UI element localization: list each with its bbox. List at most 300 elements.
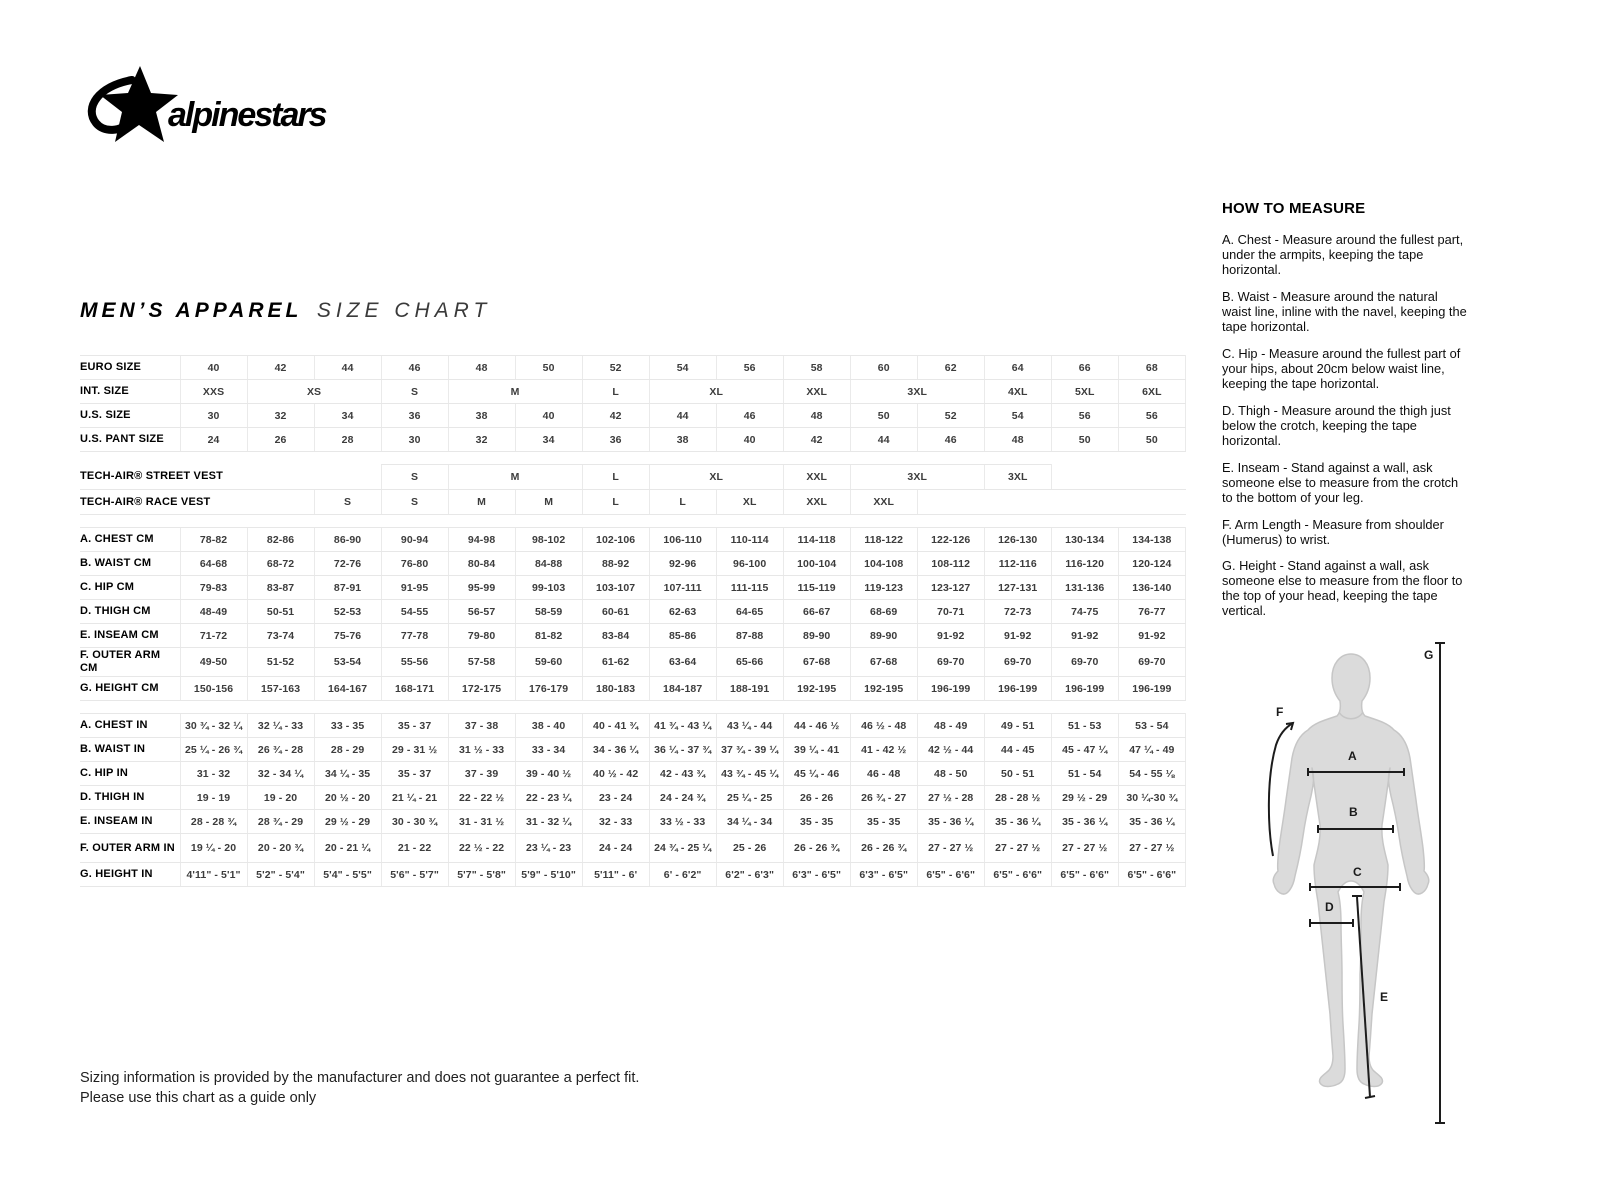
value-cell: 26 ¾ - 28	[247, 738, 314, 762]
value-cell: 21 ¼ - 21	[381, 786, 448, 810]
value-cell: 40	[515, 404, 582, 428]
value-cell: 30 ¼-30 ¾	[1118, 786, 1185, 810]
measurement-diagram	[1230, 620, 1560, 1125]
value-cell: 36	[381, 404, 448, 428]
value-cell: 136-140	[1118, 576, 1185, 600]
value-cell: XXL	[783, 490, 850, 515]
value-cell: 54	[649, 356, 716, 380]
section-spacer	[80, 452, 1186, 465]
value-cell: 65-66	[716, 648, 783, 677]
row-label: G. HEIGHT IN	[80, 863, 180, 887]
value-cell: 36 ¼ - 37 ¾	[649, 738, 716, 762]
value-cell: 35 - 36 ¼	[984, 810, 1051, 834]
value-cell: 34	[515, 428, 582, 452]
value-cell: 60	[850, 356, 917, 380]
value-cell: 50-51	[247, 600, 314, 624]
table-row	[80, 465, 1186, 490]
value-cell: 192-195	[850, 677, 917, 701]
disclaimer-line1: Sizing information is provided by the manufacturer and does not guarantee a perfect fit.	[80, 1070, 640, 1086]
value-cell: 39 ¼ - 41	[783, 738, 850, 762]
value-cell: 6'3" - 6'5"	[783, 863, 850, 887]
value-cell: 40 ½ - 42	[582, 762, 649, 786]
value-cell: 46	[917, 428, 984, 452]
value-cell: 73-74	[247, 624, 314, 648]
value-cell: 40	[180, 356, 247, 380]
value-cell: 77-78	[381, 624, 448, 648]
value-cell: 51 - 53	[1051, 714, 1118, 738]
value-cell: 27 - 27 ½	[984, 834, 1051, 863]
value-cell: 37 - 38	[448, 714, 515, 738]
value-cell: S	[381, 465, 448, 490]
value-cell: 68-72	[247, 552, 314, 576]
value-cell: 19 - 20	[247, 786, 314, 810]
value-cell: 90-94	[381, 528, 448, 552]
alpinestars-logo	[78, 60, 378, 156]
value-cell: 114-118	[783, 528, 850, 552]
value-cell: S	[314, 490, 381, 515]
value-cell: 23 - 24	[582, 786, 649, 810]
value-cell: 29 - 31 ½	[381, 738, 448, 762]
value-cell: 43 ¼ - 44	[716, 714, 783, 738]
empty-cell	[917, 490, 1185, 515]
value-cell: 6'5" - 6'6"	[1051, 863, 1118, 887]
value-cell: 102-106	[582, 528, 649, 552]
value-cell: 5XL	[1051, 380, 1118, 404]
size-table-wrap	[80, 355, 1186, 887]
value-cell: L	[649, 490, 716, 515]
value-cell: 96-100	[716, 552, 783, 576]
value-cell: 5'7" - 5'8"	[448, 863, 515, 887]
row-label: TECH-AIR® STREET VEST	[80, 465, 180, 490]
value-cell: 22 ½ - 22	[448, 834, 515, 863]
value-cell: 48 - 49	[917, 714, 984, 738]
value-cell: 58	[783, 356, 850, 380]
value-cell: 28 - 28 ¾	[180, 810, 247, 834]
value-cell: 66-67	[783, 600, 850, 624]
value-cell: 50	[515, 356, 582, 380]
value-cell: 62	[917, 356, 984, 380]
value-cell: 127-131	[984, 576, 1051, 600]
value-cell: XL	[649, 380, 783, 404]
value-cell: 37 ¾ - 39 ¼	[716, 738, 783, 762]
table-row	[80, 490, 1186, 515]
label-g: G	[1424, 648, 1434, 662]
value-cell: 89-90	[783, 624, 850, 648]
value-cell: 42	[247, 356, 314, 380]
value-cell: 44	[850, 428, 917, 452]
value-cell: 24 - 24 ¾	[649, 786, 716, 810]
value-cell: 92-96	[649, 552, 716, 576]
value-cell: 34	[314, 404, 381, 428]
value-cell: 115-119	[783, 576, 850, 600]
logo-wordmark: alpinestars	[168, 96, 326, 134]
row-label: B. WAIST CM	[80, 552, 180, 576]
row-label: D. THIGH IN	[80, 786, 180, 810]
value-cell: 51 - 54	[1051, 762, 1118, 786]
value-cell: 44	[314, 356, 381, 380]
value-cell: 26	[247, 428, 314, 452]
value-cell: 32	[448, 428, 515, 452]
value-cell: 38 - 40	[515, 714, 582, 738]
value-cell: 24 ¾ - 25 ¼	[649, 834, 716, 863]
value-cell: 3XL	[850, 465, 984, 490]
value-cell: 34 ¼ - 35	[314, 762, 381, 786]
value-cell: 34 ¼ - 34	[716, 810, 783, 834]
table-row	[80, 356, 1186, 380]
value-cell: 196-199	[1118, 677, 1185, 701]
value-cell: L	[582, 490, 649, 515]
value-cell: 89-90	[850, 624, 917, 648]
value-cell: 35 - 36 ¼	[917, 810, 984, 834]
table-row	[80, 528, 1186, 552]
value-cell: S	[381, 380, 448, 404]
value-cell: 64-68	[180, 552, 247, 576]
value-cell: 91-92	[1051, 624, 1118, 648]
value-cell: 184-187	[649, 677, 716, 701]
value-cell: 53-54	[314, 648, 381, 677]
value-cell: 56-57	[448, 600, 515, 624]
value-cell: 119-123	[850, 576, 917, 600]
value-cell: 116-120	[1051, 552, 1118, 576]
value-cell: 35 - 36 ¼	[1051, 810, 1118, 834]
value-cell: 69-70	[984, 648, 1051, 677]
value-cell: 66	[1051, 356, 1118, 380]
value-cell: M	[448, 490, 515, 515]
value-cell: 99-103	[515, 576, 582, 600]
value-cell: 103-107	[582, 576, 649, 600]
value-cell: XXL	[783, 380, 850, 404]
value-cell: XXL	[850, 490, 917, 515]
value-cell: 56	[1051, 404, 1118, 428]
value-cell: 46	[381, 356, 448, 380]
value-cell: 3XL	[850, 380, 984, 404]
disclaimer-line2: Please use this chart as a guide only	[80, 1090, 317, 1106]
value-cell: 106-110	[649, 528, 716, 552]
value-cell: 69-70	[1118, 648, 1185, 677]
value-cell: 176-179	[515, 677, 582, 701]
value-cell: 72-73	[984, 600, 1051, 624]
how-to-measure-items	[1222, 233, 1470, 619]
value-cell: 118-122	[850, 528, 917, 552]
value-cell: XS	[247, 380, 381, 404]
value-cell: 26 - 26 ¾	[783, 834, 850, 863]
value-cell: 48	[448, 356, 515, 380]
measure-instruction: C. Hip - Measure around the fullest part of your hips, about 20cm below waist line, keeping the tape horizontal.	[1222, 345, 1461, 391]
value-cell: M	[515, 490, 582, 515]
value-cell: 22 - 22 ½	[448, 786, 515, 810]
value-cell: 57-58	[448, 648, 515, 677]
value-cell: 27 - 27 ½	[917, 834, 984, 863]
value-cell: 26 - 26	[783, 786, 850, 810]
value-cell: 64	[984, 356, 1051, 380]
table-row	[80, 786, 1186, 810]
value-cell: 6'3" - 6'5"	[850, 863, 917, 887]
row-label: C. HIP CM	[80, 576, 180, 600]
value-cell: 5'2" - 5'4"	[247, 863, 314, 887]
row-label: A. CHEST IN	[80, 714, 180, 738]
table-row	[80, 714, 1186, 738]
table-row	[80, 552, 1186, 576]
value-cell: L	[582, 465, 649, 490]
value-cell: 44 - 45	[984, 738, 1051, 762]
value-cell: 48	[783, 404, 850, 428]
table-row	[80, 380, 1186, 404]
value-cell: M	[448, 380, 582, 404]
measure-instruction: D. Thigh - Measure around the thigh just below the crotch, keeping the tape horizontal.	[1222, 402, 1451, 448]
table-row	[80, 648, 1186, 677]
row-label: EURO SIZE	[80, 356, 180, 380]
value-cell: 95-99	[448, 576, 515, 600]
value-cell: 24 - 24	[582, 834, 649, 863]
value-cell: 6XL	[1118, 380, 1185, 404]
value-cell: 35 - 35	[850, 810, 917, 834]
page-title-main: MEN’S APPAREL	[80, 299, 303, 322]
value-cell: 50	[1051, 428, 1118, 452]
value-cell: 56	[1118, 404, 1185, 428]
measure-instruction: G. Height - Stand against a wall, ask someone else to measure from the floor to the top of your head, keeping the tape vertical.	[1222, 558, 1463, 619]
value-cell: 79-80	[448, 624, 515, 648]
value-cell: 192-195	[783, 677, 850, 701]
value-cell: 62-63	[649, 600, 716, 624]
value-cell: L	[582, 380, 649, 404]
value-cell: 54 - 55 ⅛	[1118, 762, 1185, 786]
value-cell: 40	[716, 428, 783, 452]
value-cell: 38	[448, 404, 515, 428]
value-cell: 32	[247, 404, 314, 428]
label-c: C	[1353, 865, 1362, 879]
value-cell: 27 ½ - 28	[917, 786, 984, 810]
value-cell: 31 - 32 ¼	[515, 810, 582, 834]
value-cell: 32 - 33	[582, 810, 649, 834]
how-to-measure-heading: HOW TO MEASURE	[1222, 200, 1366, 217]
measure-instruction: A. Chest - Measure around the fullest part, under the armpits, keeping the tape horizontal.	[1222, 232, 1464, 277]
table-row	[80, 810, 1186, 834]
value-cell: 4XL	[984, 380, 1051, 404]
value-cell: 123-127	[917, 576, 984, 600]
label-e: E	[1380, 990, 1389, 1004]
value-cell: 6' - 6'2"	[649, 863, 716, 887]
size-table	[80, 355, 1186, 887]
value-cell: 168-171	[381, 677, 448, 701]
value-cell: 71-72	[180, 624, 247, 648]
label-d: D	[1325, 900, 1334, 914]
value-cell: 33 - 35	[314, 714, 381, 738]
value-cell: 35 - 37	[381, 714, 448, 738]
value-cell: 31 - 31 ½	[448, 810, 515, 834]
value-cell: 126-130	[984, 528, 1051, 552]
value-cell: 54-55	[381, 600, 448, 624]
table-row	[80, 404, 1186, 428]
value-cell: 110-114	[716, 528, 783, 552]
value-cell: 21 - 22	[381, 834, 448, 863]
value-cell: 3XL	[984, 465, 1051, 490]
value-cell: 52-53	[314, 600, 381, 624]
value-cell: 64-65	[716, 600, 783, 624]
row-label: INT. SIZE	[80, 380, 180, 404]
row-label: F. OUTER ARM CM	[80, 648, 180, 677]
value-cell: 50 - 51	[984, 762, 1051, 786]
value-cell: M	[448, 465, 582, 490]
value-cell: 68	[1118, 356, 1185, 380]
row-label: C. HIP IN	[80, 762, 180, 786]
value-cell: 6'2" - 6'3"	[716, 863, 783, 887]
value-cell: 50	[850, 404, 917, 428]
value-cell: 104-108	[850, 552, 917, 576]
value-cell: 78-82	[180, 528, 247, 552]
value-cell: 50	[1118, 428, 1185, 452]
value-cell: 49 - 51	[984, 714, 1051, 738]
table-row	[80, 738, 1186, 762]
value-cell: 68-69	[850, 600, 917, 624]
value-cell: 30	[180, 404, 247, 428]
value-cell: 91-92	[1118, 624, 1185, 648]
row-label: TECH-AIR® RACE VEST	[80, 490, 180, 515]
value-cell: 85-86	[649, 624, 716, 648]
value-cell: 56	[716, 356, 783, 380]
value-cell: 52	[917, 404, 984, 428]
value-cell: 33 ½ - 33	[649, 810, 716, 834]
value-cell: 39 - 40 ½	[515, 762, 582, 786]
table-row	[80, 762, 1186, 786]
value-cell: 22 - 23 ¼	[515, 786, 582, 810]
table-row	[80, 428, 1186, 452]
measure-instruction: B. Waist - Measure around the natural waist line, inline with the navel, keeping the tape horizontal.	[1222, 288, 1467, 334]
value-cell: 19 - 19	[180, 786, 247, 810]
value-cell: 79-83	[180, 576, 247, 600]
value-cell: 42	[582, 404, 649, 428]
value-cell: 31 ½ - 33	[448, 738, 515, 762]
value-cell: 20 - 20 ¾	[247, 834, 314, 863]
value-cell: 49-50	[180, 648, 247, 677]
value-cell: 33 - 34	[515, 738, 582, 762]
value-cell: 67-68	[783, 648, 850, 677]
row-label: U.S. PANT SIZE	[80, 428, 180, 452]
value-cell: 54	[984, 404, 1051, 428]
table-row	[80, 624, 1186, 648]
row-label: B. WAIST IN	[80, 738, 180, 762]
value-cell: 24	[180, 428, 247, 452]
value-cell: 5'11" - 6'	[582, 863, 649, 887]
value-cell: 52	[582, 356, 649, 380]
value-cell: 60-61	[582, 600, 649, 624]
value-cell: 98-102	[515, 528, 582, 552]
value-cell: 37 - 39	[448, 762, 515, 786]
value-cell: 25 - 26	[716, 834, 783, 863]
value-cell: 72-76	[314, 552, 381, 576]
value-cell: 30	[381, 428, 448, 452]
value-cell: 32 - 34 ¼	[247, 762, 314, 786]
value-cell: 122-126	[917, 528, 984, 552]
row-label: E. INSEAM IN	[80, 810, 180, 834]
value-cell: 5'6" - 5'7"	[381, 863, 448, 887]
value-cell: 28 ¾ - 29	[247, 810, 314, 834]
value-cell: 48 - 50	[917, 762, 984, 786]
value-cell: XXS	[180, 380, 247, 404]
measure-instruction: F. Arm Length - Measure from shoulder (Humerus) to wrist.	[1222, 516, 1444, 547]
row-label: A. CHEST CM	[80, 528, 180, 552]
value-cell: XL	[649, 465, 783, 490]
value-cell: 31 - 32	[180, 762, 247, 786]
value-cell: 44 - 46 ½	[783, 714, 850, 738]
value-cell: 46	[716, 404, 783, 428]
value-cell: 41 - 42 ½	[850, 738, 917, 762]
value-cell: 35 - 37	[381, 762, 448, 786]
value-cell: 27 - 27 ½	[1118, 834, 1185, 863]
label-a: A	[1348, 749, 1357, 763]
value-cell: 107-111	[649, 576, 716, 600]
value-cell: 30 - 30 ¾	[381, 810, 448, 834]
table-row	[80, 834, 1186, 863]
table-row	[80, 576, 1186, 600]
value-cell: 30 ¾ - 32 ¼	[180, 714, 247, 738]
value-cell: 47 ¼ - 49	[1118, 738, 1185, 762]
value-cell: 40 - 41 ¾	[582, 714, 649, 738]
value-cell: 28 - 28 ½	[984, 786, 1051, 810]
value-cell: 46 ½ - 48	[850, 714, 917, 738]
value-cell: 26 ¾ - 27	[850, 786, 917, 810]
row-label: E. INSEAM CM	[80, 624, 180, 648]
value-cell: 112-116	[984, 552, 1051, 576]
value-cell: 100-104	[783, 552, 850, 576]
value-cell: S	[381, 490, 448, 515]
value-cell: 32 ¼ - 33	[247, 714, 314, 738]
row-label: F. OUTER ARM IN	[80, 834, 180, 863]
value-cell: 196-199	[984, 677, 1051, 701]
value-cell: 70-71	[917, 600, 984, 624]
value-cell: 111-115	[716, 576, 783, 600]
alpinestars-star-icon	[92, 66, 178, 142]
page-title-sub: SIZE CHART	[316, 299, 492, 322]
table-row	[80, 600, 1186, 624]
label-f: F	[1276, 705, 1284, 719]
how-to-measure-panel	[1222, 200, 1470, 631]
value-cell: 43 ¾ - 45 ¼	[716, 762, 783, 786]
value-cell: 131-136	[1051, 576, 1118, 600]
value-cell: 25 ¼ - 25	[716, 786, 783, 810]
measure-instruction: E. Inseam - Stand against a wall, ask someone else to measure from the crotch to the bottom of your leg.	[1222, 459, 1459, 505]
value-cell: 196-199	[1051, 677, 1118, 701]
value-cell: 29 ½ - 29	[314, 810, 381, 834]
section-spacer	[80, 515, 1186, 528]
value-cell: 84-88	[515, 552, 582, 576]
value-cell: 19 ¼ - 20	[180, 834, 247, 863]
body-silhouette-icon	[1273, 654, 1429, 1087]
label-b: B	[1349, 805, 1358, 819]
value-cell: 51-52	[247, 648, 314, 677]
value-cell: 46 - 48	[850, 762, 917, 786]
value-cell: 25 ¼ - 26 ¾	[180, 738, 247, 762]
value-cell: 42	[783, 428, 850, 452]
value-cell: 5'9" - 5'10"	[515, 863, 582, 887]
value-cell: 80-84	[448, 552, 515, 576]
value-cell: 69-70	[917, 648, 984, 677]
value-cell: 41 ¾ - 43 ¼	[649, 714, 716, 738]
value-cell: 83-84	[582, 624, 649, 648]
value-cell: 83-87	[247, 576, 314, 600]
section-spacer	[80, 701, 1186, 714]
table-row	[80, 677, 1186, 701]
value-cell: 36	[582, 428, 649, 452]
value-cell: 38	[649, 428, 716, 452]
value-cell: 130-134	[1051, 528, 1118, 552]
value-cell: 23 ¼ - 23	[515, 834, 582, 863]
value-cell: 42 ½ - 44	[917, 738, 984, 762]
table-row	[80, 863, 1186, 887]
value-cell: 45 ¼ - 46	[783, 762, 850, 786]
value-cell: 188-191	[716, 677, 783, 701]
value-cell: 76-80	[381, 552, 448, 576]
value-cell: 55-56	[381, 648, 448, 677]
